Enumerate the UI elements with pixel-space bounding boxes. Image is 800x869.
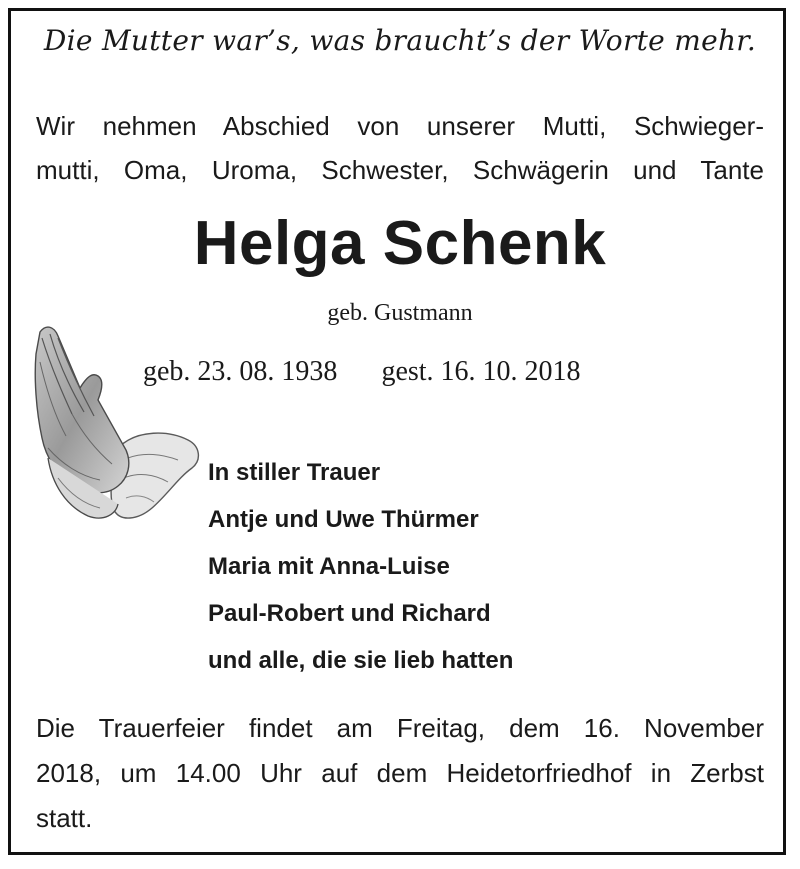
life-dates	[143, 356, 581, 388]
mourner-line: Paul-Robert und Richard	[208, 600, 491, 627]
deceased-name: Helga Schenk	[193, 209, 607, 278]
mourner-line: und alle, die sie lieb hatten	[208, 647, 514, 674]
funeral-line-1: Die Trauerfeier findet am Freitag, dem 16. November	[36, 713, 764, 743]
funeral-line-3: statt.	[36, 803, 93, 833]
mourner-line: Antje und Uwe Thürmer	[208, 506, 479, 533]
intro-text	[36, 104, 764, 192]
intro-line-1: Wir nehmen Abschied von unserer Mutti, Schwieger-	[36, 111, 764, 141]
birth-date: geb. 23. 08. 1938	[143, 356, 338, 387]
intro-line-2: mutti, Oma, Uroma, Schwester, Schwägerin und Tante	[36, 155, 764, 185]
praying-hands-icon	[28, 318, 204, 530]
maiden-name: geb. Gustmann	[327, 300, 473, 326]
funeral-line-2: 2018, um 14.00 Uhr auf dem Heidetorfriedhof in Zerbst	[36, 758, 764, 788]
mourner-line: Maria mit Anna-Luise	[208, 553, 450, 580]
death-date: gest. 16. 10. 2018	[381, 356, 581, 387]
mourning-phrase: In stiller Trauer	[208, 459, 381, 486]
funeral-info	[36, 706, 764, 841]
motto-quote: Die Mutter war’s, was braucht’s der Worte mehr.	[43, 24, 757, 57]
mourners-block	[208, 449, 513, 684]
